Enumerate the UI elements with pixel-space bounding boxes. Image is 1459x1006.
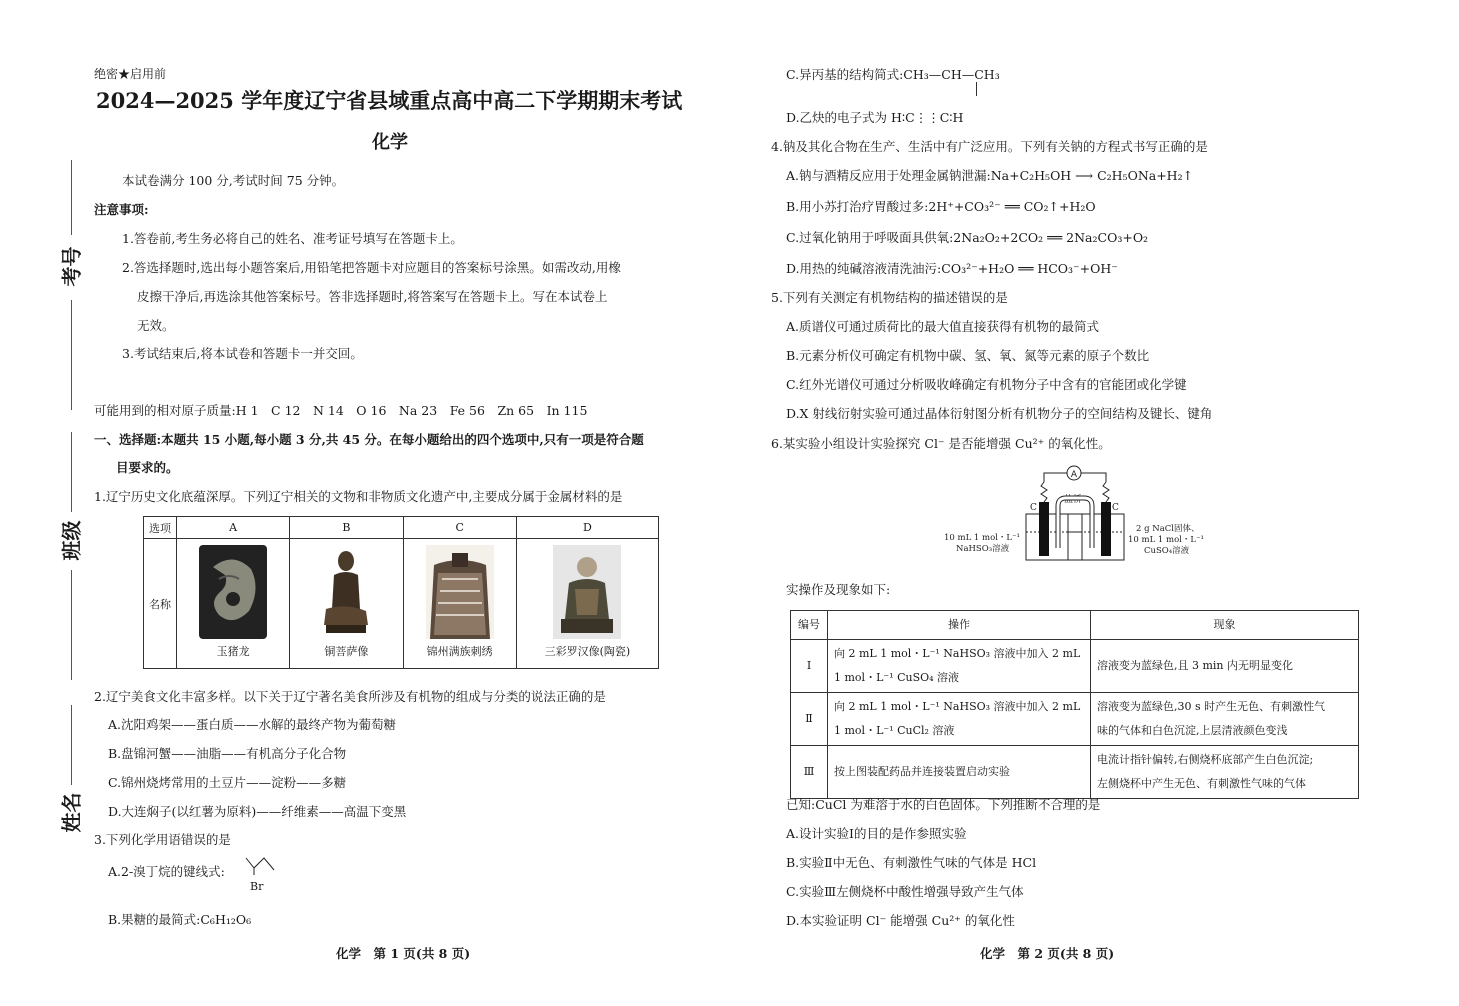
- embroidery-icon: [426, 545, 494, 639]
- exam-number-label: 考号: [59, 246, 84, 287]
- q5-option: D.X 射线衍射实验可通过晶体衍射图分析有机物分子的空间结构及键长、键角: [786, 406, 1213, 421]
- row-id: Ⅰ: [791, 640, 828, 693]
- table-header: 编号: [791, 611, 828, 640]
- phenomenon-text: 电流计指针偏转,右侧烧杯底部产生白色沉淀;: [1097, 753, 1314, 766]
- q4-option: D.用热的纯碱溶液清洗油污:CO₃²⁻+H₂O ══ HCO₃⁻+OH⁻: [786, 261, 1118, 276]
- option-name: 锦州满族刺绣: [426, 645, 493, 658]
- isopropyl-bond: [976, 82, 977, 96]
- table-header: D: [516, 517, 658, 539]
- right-electrode-label: C: [1112, 503, 1119, 513]
- option-name: 铜菩萨像: [324, 645, 369, 658]
- row-id: Ⅲ: [791, 746, 828, 799]
- galvanic-cell-diagram: [940, 462, 1210, 570]
- note-item: 无效。: [137, 318, 175, 333]
- q5-stem: 5.下列有关测定有机物结构的描述错误的是: [771, 290, 1008, 305]
- table-row: [791, 746, 1359, 799]
- section-heading-cont: 目要求的。: [116, 460, 179, 475]
- operation-text: 1 mol・L⁻¹ CuSO₄ 溶液: [834, 671, 960, 684]
- sidebar-line: [71, 432, 72, 512]
- footer-page-1: 化学 第 1 页(共 8 页): [336, 946, 471, 961]
- atomic-mass: 可能用到的相对原子质量:H 1 C 12 N 14 O 16 Na 23 Fe 56 Zn 65 In 115: [94, 403, 588, 418]
- q2-option: A.沈阳鸡架——蛋白质——水解的最终产物为葡萄糖: [108, 717, 397, 732]
- sidebar-line: [71, 705, 72, 785]
- operation-text: 按上图装配药品并连接装置启动实验: [834, 765, 1010, 778]
- operation-text: 向 2 mL 1 mol・L⁻¹ NaHSO₃ 溶液中加入 2 mL: [834, 700, 1081, 713]
- q3-option-c: C.异丙基的结构简式:CH₃—CH—CH₃: [786, 67, 1000, 82]
- q3-option-d: D.乙炔的电子式为 H∶C⋮⋮C∶H: [786, 110, 964, 125]
- note-item: 皮擦干净后,再选涂其他答案标号。答非选择题时,将答案写在答题卡上。写在本试卷上: [137, 289, 608, 304]
- name-label: 姓名: [59, 792, 84, 833]
- table-header: A: [177, 517, 290, 539]
- class-label: 班级: [59, 520, 84, 561]
- subject-title: 化学: [372, 132, 408, 153]
- left-electrode-label: C: [1030, 503, 1037, 513]
- experiment-table: [790, 610, 1359, 799]
- section-heading: 一、选择题:本题共 15 小题,每小题 3 分,共 45 分。在每小题给出的四个选项中,只有一项是符合题: [94, 432, 644, 447]
- sidebar-line: [71, 160, 72, 235]
- q6-known: 已知:CuCl 为难溶于水的白色固体。下列推断不合理的是: [786, 797, 1101, 812]
- phenomenon-text: 溶液变为蓝绿色,30 s 时产生无色、有刺激性气: [1097, 700, 1326, 713]
- q5-option: B.元素分析仪可确定有机物中碳、氢、氧、氮等元素的原子个数比: [786, 348, 1150, 363]
- table-header: 现象: [1091, 611, 1359, 640]
- q1-stem: 1.辽宁历史文化底蕴深厚。下列辽宁相关的文物和非物质文化遗产中,主要成分属于金属材料的是: [94, 489, 623, 504]
- bond-line-structure-icon: [244, 856, 276, 876]
- table-header: 选项: [144, 517, 177, 539]
- q2-option: D.大连焖子(以红薯为原料)——纤维素——高温下变黑: [108, 804, 407, 819]
- q3-option-b: B.果糖的最简式:C₆H₁₂O₆: [108, 912, 252, 927]
- note-item: 3.考试结束后,将本试卷和答题卡一并交回。: [122, 346, 363, 361]
- bronze-bodhisattva-icon: [312, 545, 380, 639]
- q6-option: D.本实验证明 Cl⁻ 能增强 Cu²⁺ 的氧化性: [786, 913, 1015, 928]
- q2-option: B.盘锦河蟹——油脂——有机高分子化合物: [108, 746, 347, 761]
- option-name: 三彩罗汉像(陶瓷): [544, 645, 631, 658]
- bromine-label: Br: [250, 880, 264, 893]
- q2-option: C.锦州烧烤常用的土豆片——淀粉——多糖: [108, 775, 347, 790]
- sidebar-line: [71, 570, 72, 680]
- jade-dragon-icon: [199, 545, 267, 639]
- q2-stem: 2.辽宁美食文化丰富多样。以下关于辽宁著名美食所涉及有机物的组成与分类的说法正确的是: [94, 689, 606, 704]
- row-label: 名称: [144, 539, 177, 669]
- q1-options-table: [143, 516, 659, 669]
- q6-stem: 6.某实验小组设计实验探究 Cl⁻ 是否能增强 Cu²⁺ 的氧化性。: [771, 436, 1111, 451]
- q3-stem: 3.下列化学用语错误的是: [94, 832, 231, 847]
- right-solution-label: CuSO₄溶液: [1144, 546, 1190, 556]
- row-id: Ⅱ: [791, 693, 828, 746]
- arhat-statue-icon: [553, 545, 621, 639]
- footer-page-2: 化学 第 2 页(共 8 页): [980, 946, 1115, 961]
- ammeter-label: A: [1070, 470, 1078, 480]
- phenomenon-text: 味的气体和白色沉淀,上层清液颜色变浅: [1097, 724, 1288, 737]
- right-solution-label: 10 mL 1 mol・L⁻¹: [1128, 535, 1204, 545]
- table-row: [791, 640, 1359, 693]
- q3-option-a: A.2-溴丁烷的键线式:: [108, 864, 225, 879]
- q4-stem: 4.钠及其化合物在生产、生活中有广泛应用。下列有关钠的方程式书写正确的是: [771, 139, 1208, 154]
- q6-option: B.实验Ⅱ中无色、有刺激性气味的气体是 HCl: [786, 855, 1037, 870]
- score-info: 本试卷满分 100 分,考试时间 75 分钟。: [122, 173, 345, 188]
- note-item: 2.答选择题时,选出每小题答案后,用铅笔把答题卡对应题目的答案标号涂黑。如需改动,用橡: [122, 260, 621, 275]
- note-item: 1.答卷前,考生务必将自己的姓名、准考证号填写在答题卡上。: [122, 231, 463, 246]
- operation-text: 1 mol・L⁻¹ CuCl₂ 溶液: [834, 724, 955, 737]
- table-row: [791, 693, 1359, 746]
- q5-option: C.红外光谱仪可通过分析吸收峰确定有机物分子中含有的官能团或化学键: [786, 377, 1187, 392]
- table-header: B: [290, 517, 403, 539]
- phenomenon-text: 左侧烧杯中产生无色、有刺激性气味的气体: [1097, 777, 1306, 790]
- q4-option: A.钠与酒精反应用于处理金属钠泄漏:Na+C₂H₅OH ⟶ C₂H₅ONa+H₂↑: [786, 168, 1194, 183]
- option-name: 玉猪龙: [216, 645, 250, 658]
- table-header: 操作: [828, 611, 1091, 640]
- q6-option: C.实验Ⅲ左侧烧杯中酸性增强导致产生气体: [786, 884, 1024, 899]
- operation-text: 向 2 mL 1 mol・L⁻¹ NaHSO₃ 溶液中加入 2 mL: [834, 647, 1081, 660]
- salt-bridge-label: 盐桥: [1064, 495, 1083, 505]
- secret-label: 绝密★启用前: [94, 67, 167, 81]
- q5-option: A.质谱仪可通过质荷比的最大值直接获得有机物的最简式: [786, 319, 1100, 334]
- q4-option: B.用小苏打治疗胃酸过多:2H⁺+CO₃²⁻ ══ CO₂↑+H₂O: [786, 199, 1096, 214]
- right-solution-label: 2 g NaCl固体、: [1136, 524, 1200, 534]
- q4-option: C.过氧化钠用于呼吸面具供氧:2Na₂O₂+2CO₂ ══ 2Na₂CO₃+O₂: [786, 230, 1149, 245]
- phenomenon-text: 溶液变为蓝绿色,且 3 min 内无明显变化: [1097, 659, 1294, 672]
- table-header: C: [403, 517, 516, 539]
- table-intro: 实操作及现象如下:: [786, 582, 891, 597]
- q6-option: A.设计实验Ⅰ的目的是作参照实验: [786, 826, 967, 841]
- left-solution-label: NaHSO₃溶液: [956, 544, 1010, 554]
- sidebar-line: [71, 300, 72, 410]
- page-title: 2024—2025 学年度辽宁省县域重点高中高二下学期期末考试: [96, 88, 683, 113]
- left-solution-label: 10 mL 1 mol・L⁻¹: [944, 533, 1020, 543]
- notice-title: 注意事项:: [94, 202, 149, 217]
